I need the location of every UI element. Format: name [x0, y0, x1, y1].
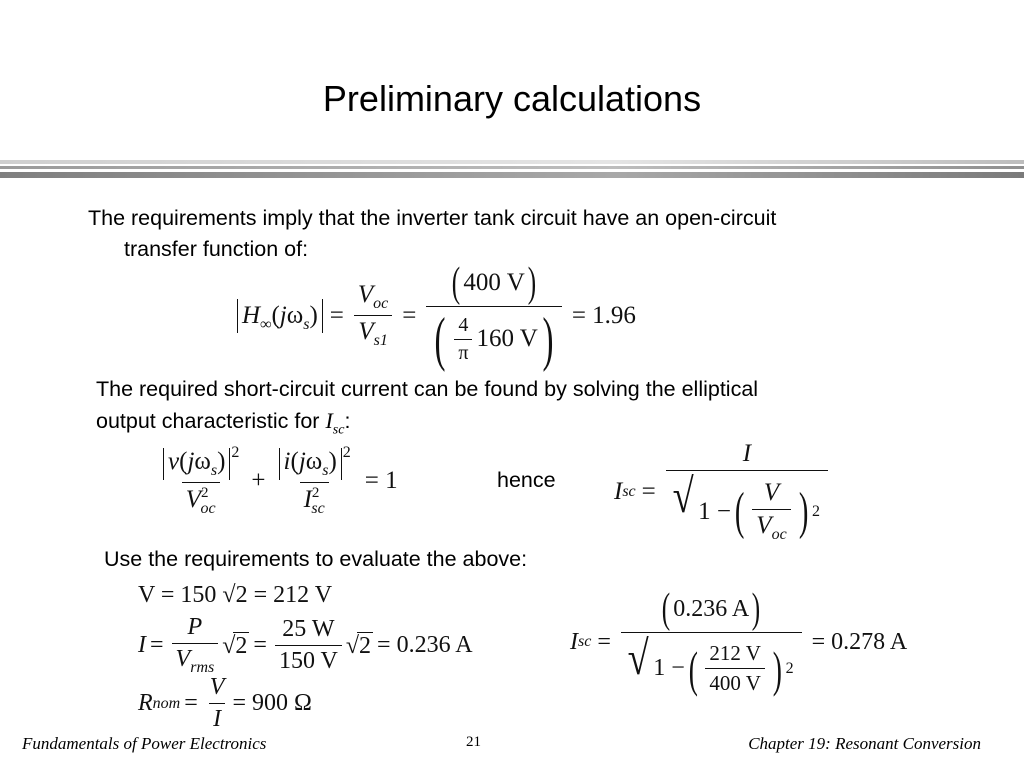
- isc-symbol: I: [325, 408, 333, 433]
- subscript-s: s: [303, 315, 310, 333]
- numerator-value: 400 V: [463, 269, 525, 296]
- isc-formula: I sc = I √ 1 − ( $\frac{V}{V_{oc}}$ ) 2: [614, 440, 832, 544]
- transfer-function-result: = 1.96: [571, 301, 636, 329]
- voc-over-vs1: $\frac{V_{oc}}{V_{s1}}$: [354, 281, 392, 350]
- hence-label: hence: [497, 468, 556, 492]
- subscript-infinity: ∞: [260, 315, 272, 333]
- paragraph-line: transfer function of:: [124, 237, 309, 261]
- transfer-function-equation: $H_\infty(j\omega_s)$ = $\frac{V_{oc}}{V_{s1}}$ = ( 400 V ) ( $\frac{4}{\pi}$ 160 V ) = 1.96: [236, 262, 636, 369]
- paragraph-line: output characteristic for $I_{sc}$:: [96, 408, 351, 438]
- voltage-equation: V = 150 √2 = 212 V: [138, 582, 333, 608]
- title-rule-middle: [0, 166, 1024, 169]
- paragraph-line: The requirements imply that the inverter tank circuit have an open-circuit: [88, 206, 777, 230]
- current-equation: I = $\frac{P}{V_{rms}}$ √2 = $\frac{25 W}{150 V}$ √2 = 0.236 A: [138, 614, 473, 676]
- title-rule-top: [0, 160, 1024, 164]
- footer-page-number: 21: [466, 734, 481, 750]
- paragraph-short-circuit: [96, 374, 926, 445]
- title-rule-bottom: [0, 172, 1024, 178]
- denominator-value: 160 V: [476, 325, 538, 352]
- voltage-term: $\frac{v(j\omega_s) ^2}{V^2_{oc}}$: [158, 444, 243, 518]
- paragraph-line: The required short-circuit current can be found by solving the elliptical: [96, 377, 759, 401]
- norm-h: $H_\infty(j\omega_s)$: [237, 299, 323, 333]
- ellipse-rhs: = 1: [364, 467, 398, 494]
- rnom-equation: R nom = $\frac{V}{I}$ = 900 Ω: [138, 674, 312, 732]
- sqrt-icon: √ 1 − ( $\frac{V}{V_{oc}}$ ) 2: [672, 470, 821, 543]
- elliptical-characteristic-equation: $\frac{v(j\omega_s) ^2}{V^2_{oc}}$ + $\frac{i(j\omega_s) ^2}{I^2_{sc}}$ = 1: [154, 444, 398, 518]
- isc-value-equation: I sc = ( 0.236 A ) √ 1 − ( $\frac{212 V}{400 V}$ ) 2 = 0.278 A: [570, 586, 908, 697]
- footer-book-title: Fundamentals of Power Electronics: [22, 734, 267, 753]
- slide-title: Preliminary calculations: [322, 78, 702, 119]
- isc-fraction: I √ 1 − ( $\frac{V}{V_{oc}}$ ) 2: [666, 440, 828, 544]
- paragraph-requirements: [88, 203, 948, 265]
- ratio-fraction: ( 400 V ) ( $\frac{4}{\pi}$ 160 V ): [426, 262, 561, 369]
- paragraph-evaluate: Use the requirements to evaluate the above:: [104, 547, 528, 571]
- symbol-h: H: [242, 301, 261, 329]
- current-term: $\frac{i(j\omega_s) ^2}{I^2_{sc}}$: [274, 444, 355, 518]
- footer-chapter-title: Chapter 19: Resonant Conversion: [748, 734, 981, 753]
